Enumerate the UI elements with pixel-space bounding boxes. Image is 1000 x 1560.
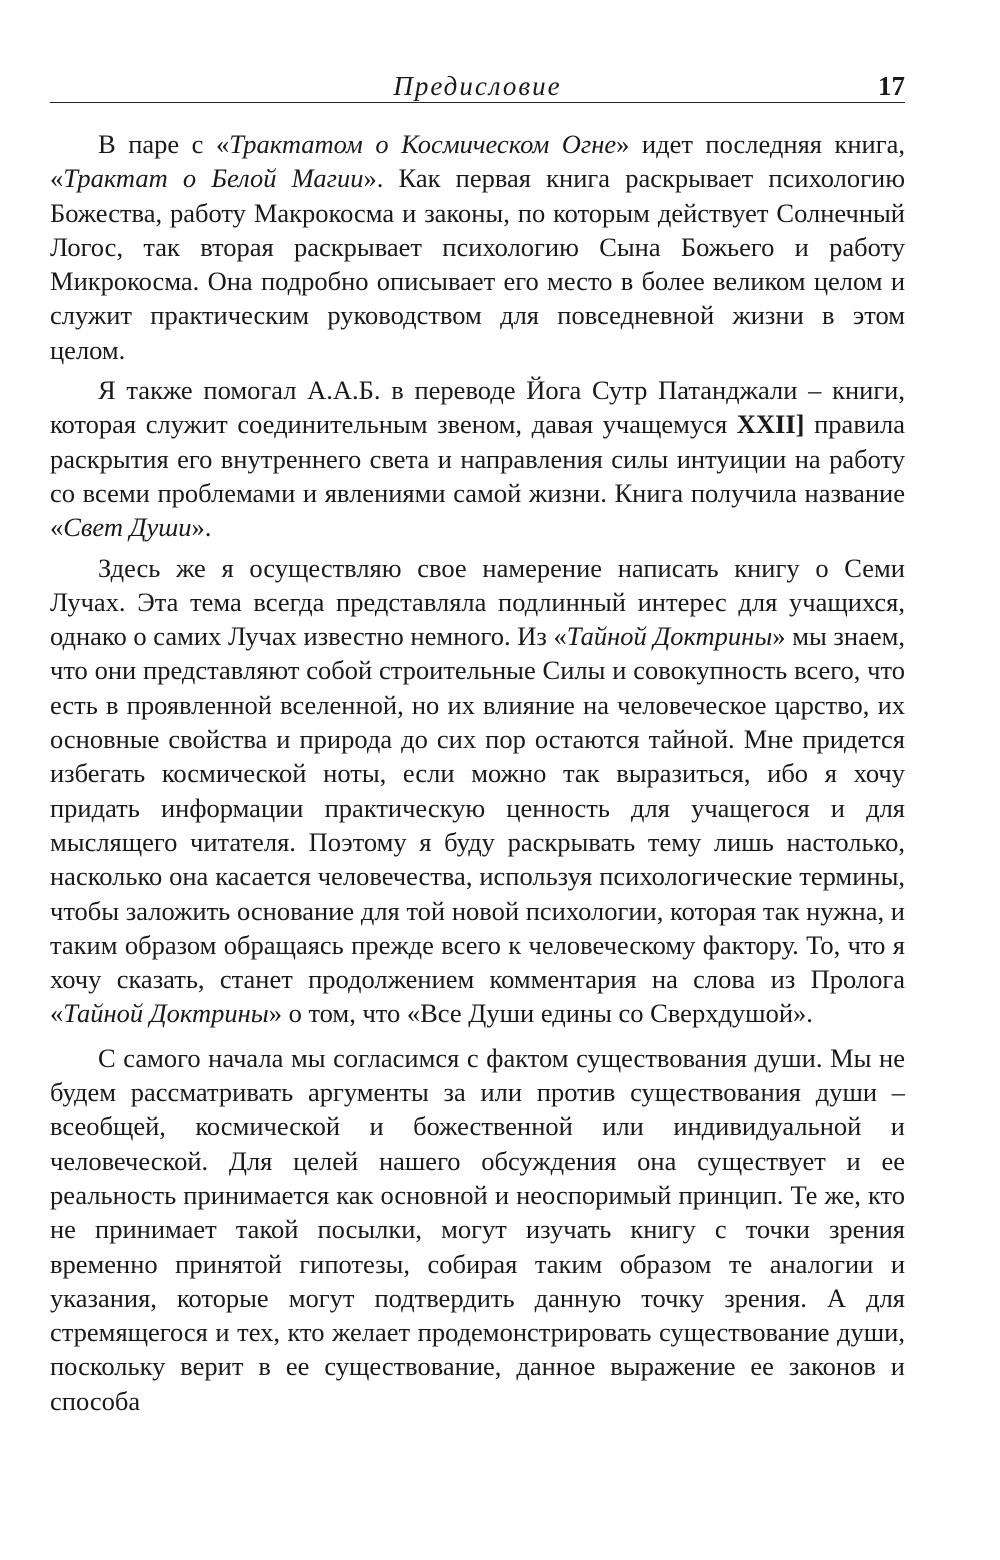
original-page-marker: XXII] <box>736 409 805 440</box>
text-segment: » идет последняя книга, « <box>50 129 905 194</box>
text-segment: ». Как первая книга раскрывает психологию Божества, работу Макрокосма и законы, по которым действует Солнечный Логос, так вторая раскрывает психологию Сына Божьего и работу Микрокосма. Она подробно описывает его место в более великом целом и служит практическим руководством для повседневной жизни в этом целом. <box>50 163 905 365</box>
book-title-italic: Свет Души <box>63 512 192 543</box>
book-title-italic: Тайной Доктрины <box>566 621 773 652</box>
paragraph <box>50 373 905 544</box>
book-title-italic: Тайной Доктрины <box>63 998 269 1029</box>
text-segment: ». <box>191 512 212 543</box>
chapter-title: Предисловие <box>393 71 562 101</box>
text-segment: правила раскрытия его внутреннего света и направления силы интуиции на работу со всеми проблемами и явлениями самой жизни. Книга получила название « <box>50 409 906 543</box>
text-segment: Я также помогал А.А.Б. в переводе Йога Сутр Патанджали – книги, которая служит соединительным звеном, давая учащемуся <box>50 375 905 440</box>
body-text <box>50 127 905 1418</box>
text-segment: » мы знаем, что они представляют собой строительные Силы и совокупность всего, что есть в проявленной вселенной, но их влияние на человеческое царство, их основные свойства и природа до сих пор остаются тайной. Мне придется избегать космической ноты, если можно так выразиться, ибо я хочу придать информации практическую ценность для учащегося и для мыслящего читателя. Поэтому я буду раскрывать тему лишь настолько, насколько она касается человечества, используя психологические термины, чтобы заложить основание для той новой психологии, которая так нужна, и таким образом обращаясь прежде всего к человеческому фактору. То, что я хочу сказать, станет продолжением комментария на слова из Пролога « <box>50 621 905 1029</box>
paragraph <box>50 127 905 367</box>
text-segment: Здесь же я осуществляю свое намерение написать книгу о Семи Лучах. Эта тема всегда представляла подлинный интерес для учащихся, однако о самих Лучах известно немного. Из « <box>50 552 905 652</box>
book-page <box>50 70 905 1424</box>
paragraph <box>50 551 905 1031</box>
text-segment: » о том, что «Все Души едины со Сверхдушой». <box>268 998 813 1029</box>
book-title-italic: Трактатом о Космическом Огне <box>229 129 617 159</box>
running-header <box>50 70 905 103</box>
paragraph <box>50 1041 905 1418</box>
page-number: 17 <box>878 71 905 101</box>
book-title-italic: Трактат о Белой Магии <box>63 163 364 194</box>
text-segment: В паре с « <box>98 129 230 159</box>
text-segment: С самого начала мы согласимся с фактом существования души. Мы не будем рассматривать аргументы за или против существования души – всеобщей, космической и божественной или индивидуальной и человеческой. Для целей нашего обсуждения она существует и ее реальность принимается как основной и неоспоримый принцип. Те же, кто не принимает такой посылки, могут изучать книгу с точки зрения временно принятой гипотезы, собирая таким образом те аналогии и указания, которые могут подтвердить данную точку зрения. А для стремящегося и тех, кто желает продемонстрировать существование души, поскольку верит в ее существование, данное выражение ее законов и способа <box>50 1042 905 1416</box>
